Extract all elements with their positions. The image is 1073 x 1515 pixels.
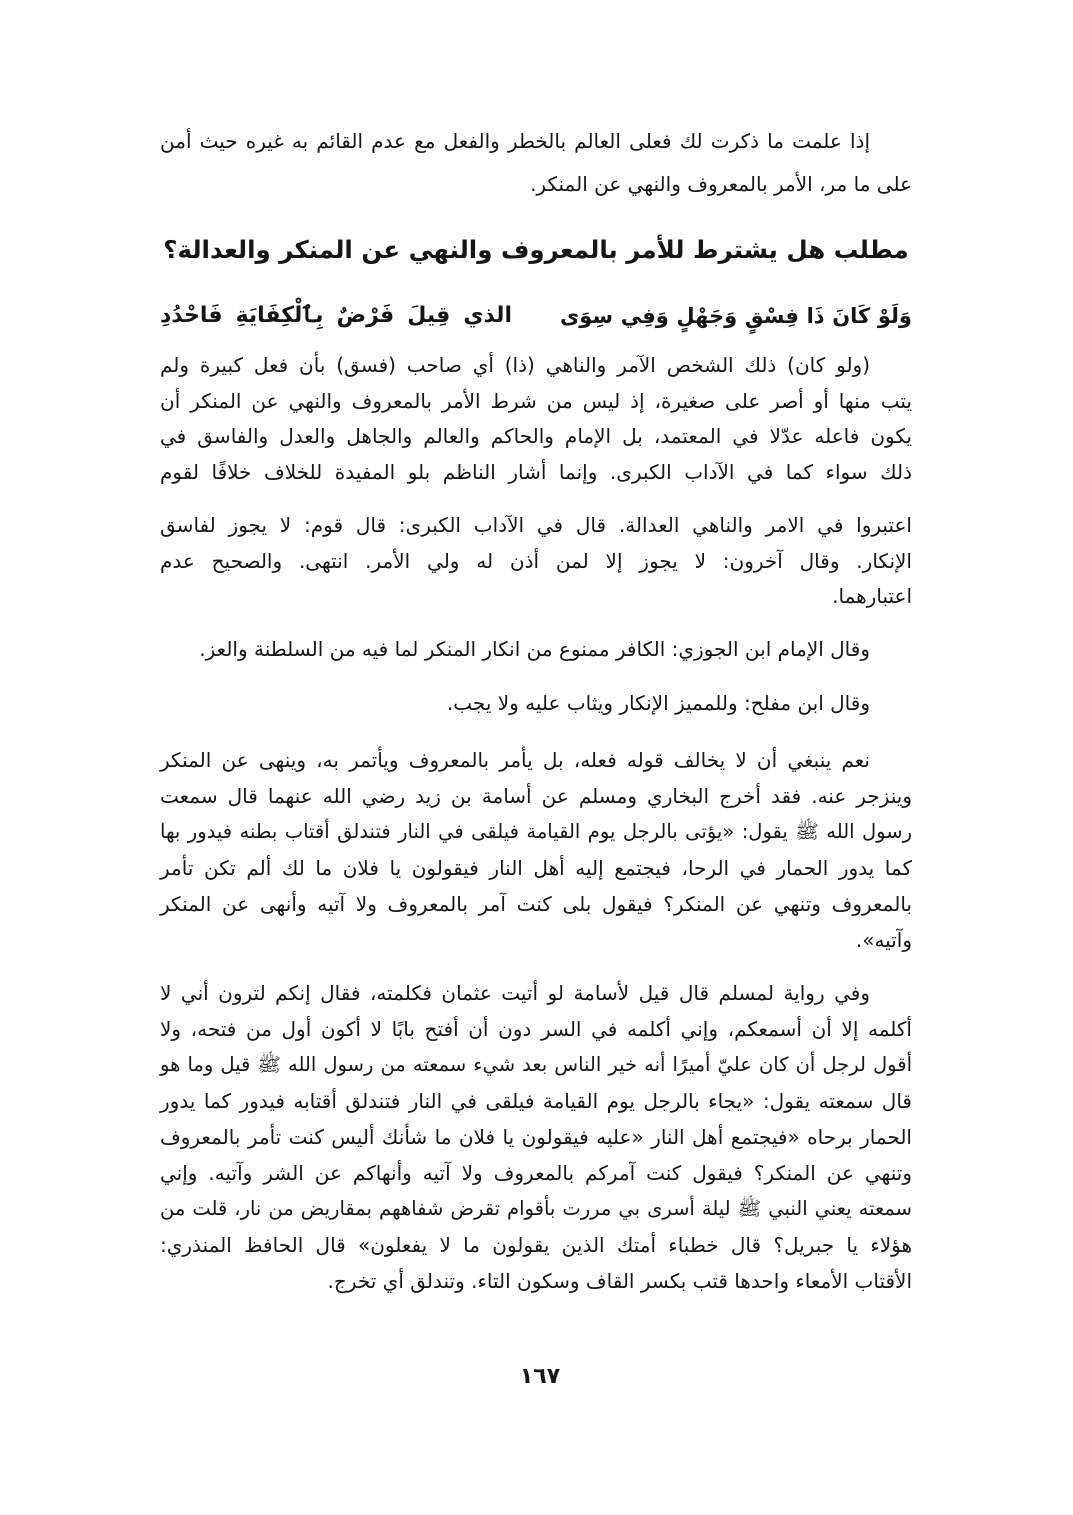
paragraph-hadith-usama — [160, 742, 912, 958]
poem-verse — [160, 294, 912, 338]
text-line: وينزجر عنه. فقد أخرج البخاري ومسلم عن أسامة بن زيد رضي الله عنهما قال سمعت — [160, 784, 912, 808]
text-line: وقال الإمام ابن الجوزي: الكافر ممنوع من انكار المنكر لما فيه من السلطنة والعز. — [199, 637, 870, 661]
text-line: سمعته يعني النبي ﷺ ليلة أسرى بي مررت بأقوام تقرض شفاههم بمقاريض من نار، قلت من — [160, 1197, 912, 1220]
text-line: وقال ابن مفلح: وللمميز الإنكار ويثاب عليه ولا يجب. — [446, 691, 870, 715]
text-line: اعتبروا في الامر والناهي العدالة. قال في الآداب الكبرى: قال قوم: لا يجوز لفاسق — [160, 513, 912, 537]
text-line: ذلك سواء كما في الآداب الكبرى. وإنما أشار الناظم بلو المفيدة للخلاف خلافًا لقوم — [160, 459, 912, 484]
section-heading: مطلب هل يشترط للأمر بالمعروف والنهي عن المنكر والعدالة؟ — [163, 235, 909, 264]
text-line: الإنكار. وقال آخرون: لا يجوز إلا لمن أذن له ولي الأمر. انتهى. والصحيح عدم — [160, 548, 912, 573]
text-line: (ولو كان) ذلك الشخص الآمر والناهي (ذا) أي صاحب (فسق) بأن فعل كبيرة ولم — [160, 353, 870, 377]
text-line: كما يدور الحمار في الرحا، فيجتمع إليه أهل النار فيقولون يا فلان ما لك ألم تكن تأمر — [160, 856, 912, 880]
text-line: رسول الله ﷺ يقول: «يؤتى بالرجل يوم القيامة فيلقى في النار فتندلق أقتاب بطنه فيدور بها — [160, 820, 912, 843]
text-line: أقول لرجل أن كان عليّ أميرًا أنه خير الناس بعد شيء سمعته من رسول الله ﷺ قيل وما هو — [160, 1053, 912, 1076]
text-line: بالمعروف وتنهي عن المنكر؟ فيقول بلى كنت آمر بالمعروف ولا آتيه وأنهى عن المنكر — [160, 892, 912, 916]
verse-second-hemistich: الذي قِيلَ فَرْضٌ بِٱلْكِفَايَةِ فَاحْدُدِ — [160, 303, 512, 328]
text-line: الأقتاب الأمعاء واحدها قتب بكسر القاف وسكون التاء. وتندلق أي تخرج. — [327, 1269, 912, 1293]
text-line: هؤلاء يا جبريل؟ قال خطباء أمتك الذين يقولون ما لا يفعلون» قال الحافظ المنذري: — [160, 1233, 912, 1257]
text-line: أكلمه إلا أن أسمعكم، وإني أكلمه في السر دون أن أفتح بابًا لا أكون أول من فتحه، ولا — [160, 1017, 912, 1041]
intro-paragraph — [160, 120, 912, 206]
paragraph-ibn-muflih-quote — [160, 684, 912, 722]
text-line: قال سمعته يقول: «يجاء بالرجل يوم القيامة فيلقى في النار فتندلق أقتابه فيدور كما يدور — [160, 1089, 912, 1113]
verse-first-hemistich: وَلَوْ كَانَ ذَا فِسْقٍ وَجَهْلٍ وَفِي سِوَى — [560, 304, 912, 328]
text-line: نعم ينبغي أن لا يخالف قوله فعله، بل يأمر بالمعروف ويأتمر به، وينهى عن المنكر — [160, 748, 870, 772]
text-line: إذا علمت ما ذكرت لك فعلى العالم بالخطر والفعل مع عدم القائم به غيره حيث أمن — [160, 129, 870, 153]
page-number: ١٦٧ — [519, 1364, 561, 1389]
text-line: يتب منها أو أصر على صغيرة، إذ ليس من شرط الأمر بالمعروف والنهي عن المنكر أن — [160, 388, 912, 413]
paragraph-muslim-narration — [160, 975, 912, 1299]
text-line: الحمار برحاه «فيجتمع أهل النار «عليه فيقولون يا فلان ما شأنك أليس كنت تأمر بالمعروف — [160, 1125, 912, 1149]
paragraph-commentary — [160, 348, 912, 615]
text-line: وتنهي عن المنكر؟ فيقول كنت آمركم بالمعروف ولا آتيه وأنهاكم عن الشر وآتيه. وإني — [160, 1161, 912, 1185]
text-line: اعتبارهما. — [832, 584, 912, 608]
text-line: وفي رواية لمسلم قال قيل لأسامة لو أتيت عثمان فكلمته، فقال إنكم لترون أني لا — [160, 981, 870, 1005]
text-line: على ما مر، الأمر بالمعروف والنهي عن المنكر. — [530, 172, 912, 196]
text-line: وآتيه». — [855, 928, 912, 952]
paragraph-ibn-al-jawzi-quote — [160, 630, 912, 668]
text-line: يكون فاعله عدّلا في المعتمد، بل الإمام والحاكم والعالم والجاهل والعدل والفاسق في — [160, 424, 912, 448]
